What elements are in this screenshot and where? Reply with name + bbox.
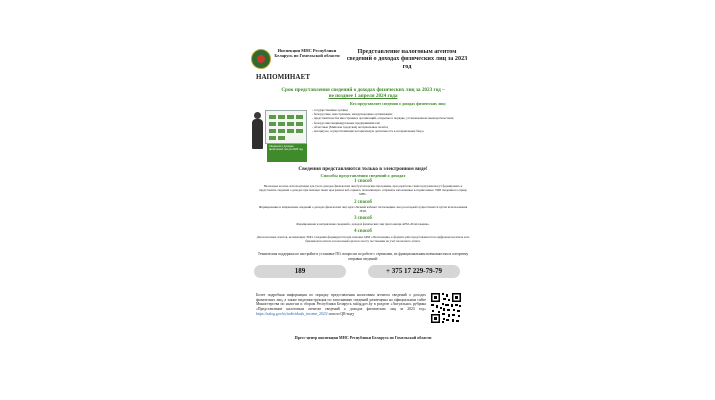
way-2-heading: 2 способ bbox=[354, 200, 372, 205]
list-item: - государственные органы; bbox=[312, 108, 349, 112]
illustration bbox=[250, 108, 310, 170]
way-1-text: Налоговые агенты, использующие для учета доходов физических лиц бухгалтерские программы, при доработке таких программ могут формировать и представлять сведения о доходах при помощи таких программ и веб-сервиса, позволяющего отправить заполненные и подписанные ЭЦП сведения на сервер МНС. bbox=[259, 184, 467, 196]
way-4-text: Для налоговых агентов, не имеющих ЭЦП. Сведения формируются при помощи АРМ «Плательщик» в формате pmx представляются на цифровом носителе и на бумажном носителе в налоговый орган по месту постановки на учет налогового агента. bbox=[256, 235, 470, 243]
support-phone-short[interactable]: 189 bbox=[254, 265, 346, 278]
illustration-caption: Сведения о доходах физических лиц за 2023 год bbox=[267, 144, 307, 162]
document-headline: Представление налоговым агентом сведений о доходах физических лиц за 2023 год bbox=[346, 48, 468, 70]
person-body-icon bbox=[252, 119, 263, 149]
ways-title: Способы представления сведений о доходах bbox=[320, 173, 406, 178]
electronic-only-notice: Сведения представляются только в электронном виде! bbox=[298, 166, 428, 172]
list-item: - представительства иностранных организаций, открытые в порядке, установленном законодательством; bbox=[312, 116, 455, 121]
way-3-text: Формирование и направление сведений о доходах физических лиц при помощи АРМ «Плательщик». bbox=[296, 222, 430, 226]
ministry-emblem-icon bbox=[251, 49, 271, 69]
list-item: - областные (Минская городская) нотариальные палаты; bbox=[312, 124, 389, 129]
list-item: - нотариусы, осуществляющие нотариальную деятельность в нотариальных бюро. bbox=[312, 129, 425, 134]
who-submits-list bbox=[312, 108, 466, 133]
more-info-body: Более подробная информация по порядку представления налоговым агентом сведений о доходах физических лиц, а также видеоинструкция по заполнению сведений размещены на официальном сайте Министерства по налогам и сборам Республики Беларусь nalog.gov.by в разделе «Актуально» рубрика «Представление налоговым агентом сведений о доходах физических лиц за 2023 год» bbox=[256, 293, 426, 312]
more-info-link[interactable]: https://nalog.gov.by/individuals_income_2023/ bbox=[256, 311, 328, 316]
more-info-text bbox=[256, 293, 426, 317]
support-text: Техническая поддержка по настройке и установке ПО, вопросам по работе с сервисами, их функциональным возможностям и алгоритму отправки сведений: bbox=[257, 252, 469, 261]
qr-code-icon[interactable] bbox=[430, 292, 462, 324]
way-1-heading: 1 способ bbox=[354, 179, 372, 184]
support-phone-full[interactable]: + 375 17 229-79-79 bbox=[368, 265, 460, 278]
deadline-notice bbox=[258, 87, 468, 100]
list-item: - белорусские, иностранные, международные организации; bbox=[312, 112, 393, 117]
person-head-icon bbox=[254, 112, 261, 119]
way-3-heading: 3 способ bbox=[354, 216, 372, 221]
deadline-line-2: не позднее 1 апреля 2024 года bbox=[328, 93, 398, 100]
who-submits-title: Кто представляет сведения о доходах физических лиц: bbox=[350, 102, 446, 106]
organization-name: Инспекция МНС Республики Беларусь по Гомельской области bbox=[274, 48, 340, 59]
more-info-tail: или по QR-коду bbox=[327, 311, 355, 316]
way-2-text: Формирование и направление сведений о доходах физических лиц через Личный кабинет плательщика, вход в который осуществляется путем использования ЭЦП. bbox=[258, 205, 468, 213]
deadline-line-1: Срок представления сведений о доходах физических лиц за 2023 год – bbox=[281, 87, 445, 93]
reminder-label: НАПОМИНАЕТ bbox=[256, 73, 311, 81]
document-page bbox=[248, 42, 470, 358]
document-board-icon bbox=[265, 110, 307, 144]
way-4-heading: 4 способ bbox=[354, 229, 372, 234]
press-center-footer: Пресс-центр инспекции МНС Республики Беларусь по Гомельской области bbox=[294, 335, 432, 340]
list-item: - белорусские индивидуальные предприниматели; bbox=[312, 120, 381, 125]
